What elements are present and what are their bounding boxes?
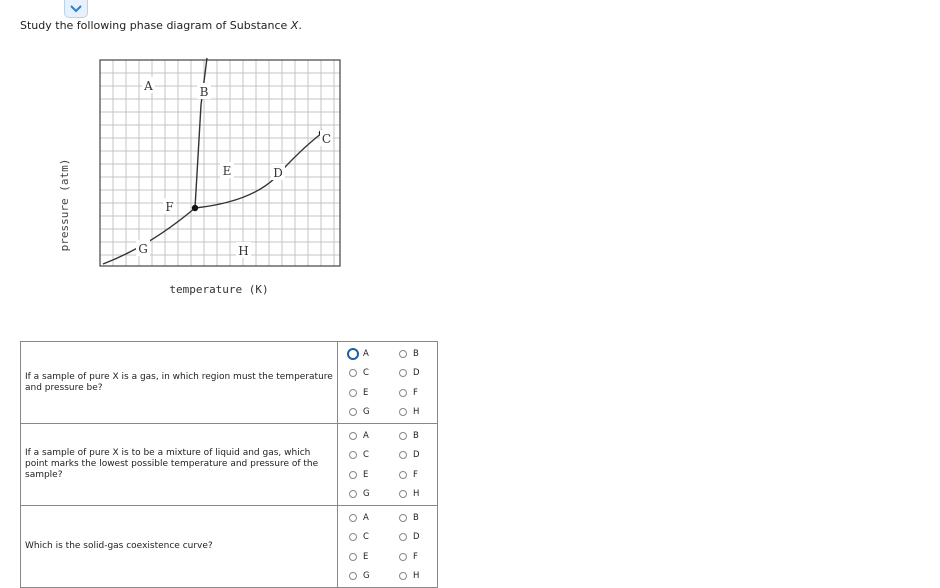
q2-option-h[interactable]: H [388, 485, 437, 505]
q1-option-e[interactable]: E [338, 383, 388, 403]
radio-icon[interactable] [349, 572, 357, 580]
region-label-b [197, 83, 211, 99]
radio-icon[interactable] [399, 572, 407, 580]
collapse-toggle-button[interactable] [64, 0, 88, 18]
svg-text:C: C [321, 132, 332, 146]
svg-text:E: E [222, 164, 232, 178]
y-axis-label: pressure (atm) [58, 158, 71, 252]
svg-text:G: G [138, 242, 148, 256]
region-label-h [236, 242, 251, 258]
q3-option-b[interactable]: B [388, 508, 437, 528]
question-row-3 [21, 506, 438, 588]
radio-icon[interactable] [399, 451, 407, 459]
radio-icon[interactable] [399, 389, 407, 397]
q1-option-d[interactable]: D [388, 364, 437, 384]
question-3-options [338, 506, 438, 588]
x-axis-label: temperature (K) [169, 283, 269, 296]
intro-text [20, 19, 302, 32]
radio-selected-icon[interactable] [347, 348, 359, 360]
q1-option-b[interactable]: B [388, 344, 437, 364]
radio-icon[interactable] [349, 432, 357, 440]
chevron-down-icon [70, 5, 82, 13]
svg-text:A: A [144, 79, 153, 93]
q1-option-c[interactable]: C [338, 364, 388, 384]
q3-option-d[interactable]: D [388, 528, 437, 548]
q3-option-c[interactable]: C [338, 528, 388, 548]
region-label-d [271, 164, 285, 180]
question-1-options [338, 342, 438, 424]
svg-text:D: D [273, 166, 283, 180]
radio-icon[interactable] [399, 533, 407, 541]
region-label-f [163, 198, 176, 214]
liquid-gas-curve [195, 133, 322, 208]
radio-icon[interactable] [399, 369, 407, 377]
q2-option-d[interactable]: D [388, 446, 437, 466]
question-table [20, 341, 438, 588]
phase-diagram [0, 50, 360, 305]
q3-option-e[interactable]: E [338, 547, 388, 567]
radio-icon[interactable] [399, 490, 407, 498]
q2-option-f[interactable]: F [388, 465, 437, 485]
radio-icon[interactable] [349, 408, 357, 416]
q3-option-f[interactable]: F [388, 547, 437, 567]
question-row-2 [21, 424, 438, 506]
radio-icon[interactable] [349, 369, 357, 377]
svg-text:B: B [199, 85, 209, 99]
radio-icon[interactable] [399, 408, 407, 416]
region-label-a [142, 77, 155, 93]
q3-option-a[interactable]: A [338, 508, 388, 528]
question-2-text: If a sample of pure X is to be a mixture of liquid and gas, which point marks the lowest possible temperature and pressure of the sample? [21, 424, 338, 506]
radio-icon[interactable] [349, 514, 357, 522]
radio-icon[interactable] [349, 451, 357, 459]
q3-option-g[interactable]: G [338, 567, 388, 587]
radio-icon[interactable] [349, 490, 357, 498]
intro-suffix: . [298, 19, 302, 32]
radio-icon[interactable] [399, 471, 407, 479]
radio-icon[interactable] [349, 553, 357, 561]
q2-option-a[interactable]: A [338, 426, 388, 446]
question-row-1 [21, 342, 438, 424]
triple-point-dot [192, 205, 198, 211]
radio-icon[interactable] [399, 553, 407, 561]
region-label-g [136, 240, 150, 256]
q2-option-b[interactable]: B [388, 426, 437, 446]
q1-option-a[interactable]: A [338, 344, 388, 364]
radio-icon[interactable] [399, 432, 407, 440]
q1-option-f[interactable]: F [388, 383, 437, 403]
q3-option-h[interactable]: H [388, 567, 437, 587]
radio-icon[interactable] [349, 533, 357, 541]
radio-icon[interactable] [399, 350, 407, 358]
radio-icon[interactable] [349, 471, 357, 479]
q2-option-g[interactable]: G [338, 485, 388, 505]
intro-substance: X [290, 19, 299, 32]
svg-text:F: F [165, 200, 174, 214]
q2-option-c[interactable]: C [338, 446, 388, 466]
q1-option-g[interactable]: G [338, 403, 388, 423]
radio-icon[interactable] [399, 514, 407, 522]
question-3-text: Which is the solid-gas coexistence curve? [21, 506, 338, 588]
q2-option-e[interactable]: E [338, 465, 388, 485]
svg-text:H: H [238, 244, 249, 258]
radio-icon[interactable] [349, 389, 357, 397]
solid-liquid-curve [195, 58, 207, 208]
region-label-c [320, 130, 333, 146]
question-2-options [338, 424, 438, 506]
intro-prefix: Study the following phase diagram of Substance [20, 19, 291, 32]
question-1-text: If a sample of pure X is a gas, in which region must the temperature and pressure be? [21, 342, 338, 424]
region-label-e [220, 162, 234, 178]
q1-option-h[interactable]: H [388, 403, 437, 423]
